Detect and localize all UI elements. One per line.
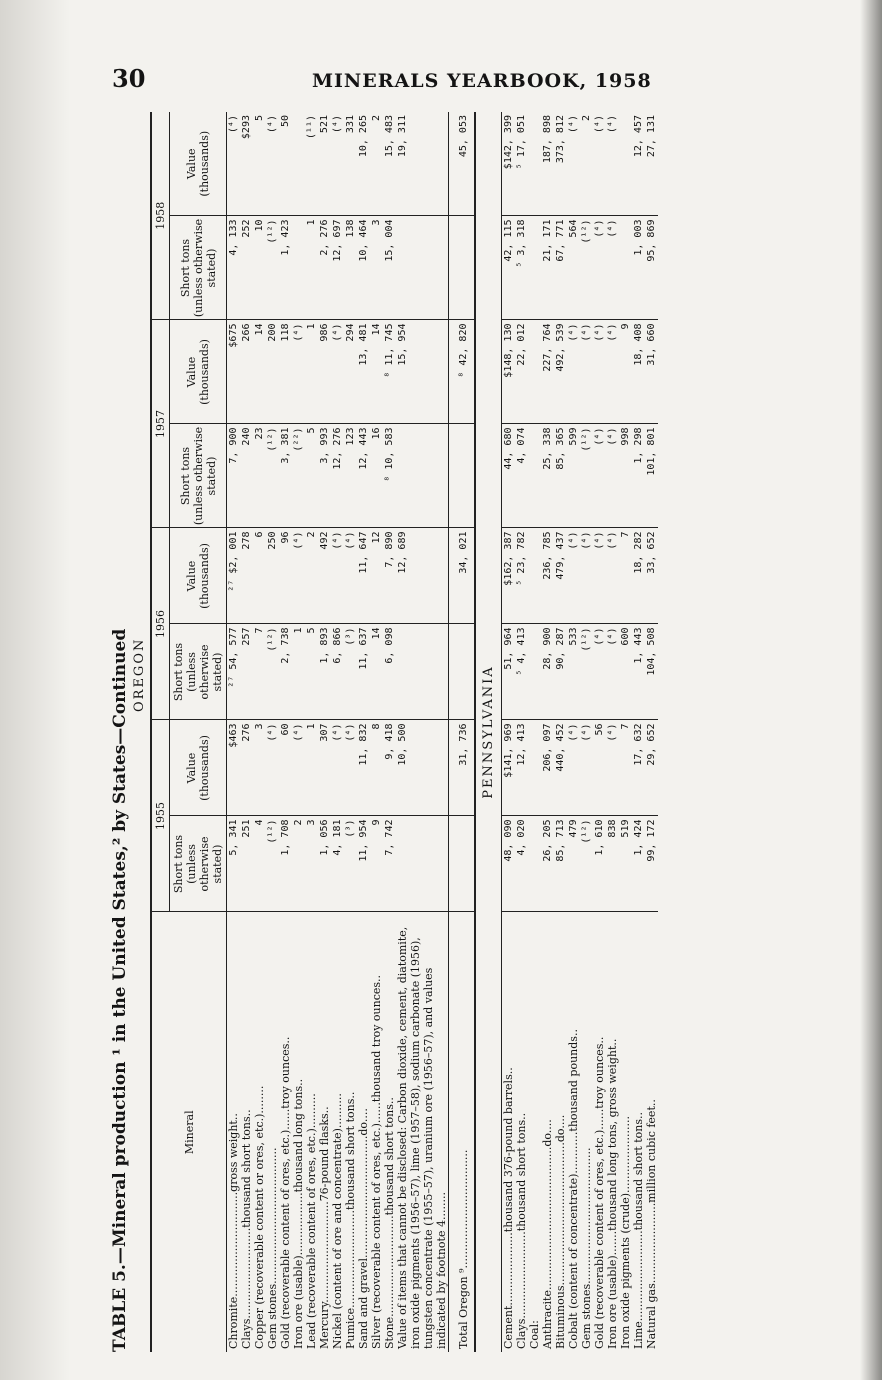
mineral-label: Total Oregon ⁹.................................. bbox=[449, 912, 476, 1352]
value-cell: 33, 652 bbox=[645, 528, 658, 624]
value-cell: 12, 689 bbox=[396, 528, 449, 624]
table-row bbox=[554, 112, 567, 1352]
quantity-cell: 1, 003 bbox=[632, 216, 645, 320]
value-cell: 118 bbox=[279, 320, 292, 424]
value-cell: (⁴) bbox=[344, 720, 357, 816]
value-cell: (⁴) bbox=[227, 112, 241, 216]
header-quantity: Short tons (unless otherwise stated) bbox=[170, 624, 227, 720]
value-cell: (⁴) bbox=[292, 320, 305, 424]
quantity-cell: ⁵ 3, 318 bbox=[515, 216, 528, 320]
value-cell: 187, 898 bbox=[541, 112, 554, 216]
rotated-table-block bbox=[108, 112, 768, 1352]
value-cell: (⁴) bbox=[580, 528, 593, 624]
quantity-cell: 4 bbox=[253, 816, 266, 912]
value-cell: 45, 053 bbox=[449, 112, 476, 216]
quantity-cell: 3 bbox=[305, 816, 318, 912]
quantity-cell: (¹²) bbox=[266, 816, 279, 912]
quantity-cell: 6, 098 bbox=[383, 624, 396, 720]
scan-edge-right bbox=[860, 0, 882, 1380]
quantity-cell: 48, 090 bbox=[502, 816, 516, 912]
quantity-cell bbox=[396, 816, 449, 912]
quantity-cell: (¹²) bbox=[266, 624, 279, 720]
quantity-cell: 12, 443 bbox=[357, 424, 370, 528]
quantity-cell: (¹²) bbox=[266, 216, 279, 320]
value-cell: ⁸ 11, 745 bbox=[383, 320, 396, 424]
quantity-cell: 3, 993 bbox=[318, 424, 331, 528]
value-cell: 521 bbox=[318, 112, 331, 216]
quantity-cell: 44, 680 bbox=[502, 424, 516, 528]
quantity-cell: 10, 464 bbox=[357, 216, 370, 320]
value-cell: 331 bbox=[344, 112, 357, 216]
table-row bbox=[593, 112, 606, 1352]
quantity-cell: (⁴) bbox=[593, 424, 606, 528]
table-row bbox=[331, 112, 344, 1352]
value-cell: 2 bbox=[580, 112, 593, 216]
state-heading-oregon: OREGON bbox=[132, 637, 147, 712]
quantity-cell bbox=[528, 216, 541, 320]
quantity-cell: 10 bbox=[253, 216, 266, 320]
table-row bbox=[528, 112, 541, 1352]
mineral-label: Bituminous.........................................do.... bbox=[554, 1114, 567, 1349]
table-row bbox=[645, 112, 658, 1352]
value-cell: $293 bbox=[240, 112, 253, 216]
quantity-cell: 599 bbox=[567, 424, 580, 528]
quantity-cell: 28, 900 bbox=[541, 624, 554, 720]
quantity-cell: 42, 115 bbox=[502, 216, 516, 320]
table-row bbox=[266, 112, 279, 1352]
quantity-cell: 2, 276 bbox=[318, 216, 331, 320]
mineral-production-table bbox=[150, 112, 658, 1352]
value-cell: 15, 483 bbox=[383, 112, 396, 216]
value-cell: (⁴) bbox=[567, 112, 580, 216]
value-cell: 7, 890 bbox=[383, 528, 396, 624]
value-cell: (⁴) bbox=[567, 528, 580, 624]
value-cell: 6 bbox=[253, 528, 266, 624]
quantity-cell: 7 bbox=[253, 624, 266, 720]
value-cell: (⁴) bbox=[606, 720, 619, 816]
quantity-cell: 1, 298 bbox=[632, 424, 645, 528]
quantity-cell: 2, 738 bbox=[279, 624, 292, 720]
quantity-cell: (¹²) bbox=[266, 424, 279, 528]
quantity-cell: 9 bbox=[370, 816, 383, 912]
quantity-cell: 252 bbox=[240, 216, 253, 320]
quantity-cell: 5 bbox=[305, 624, 318, 720]
quantity-cell: 104, 508 bbox=[645, 624, 658, 720]
table-row bbox=[279, 112, 292, 1352]
value-cell: 373, 812 bbox=[554, 112, 567, 216]
value-cell: ⁵ 23, 782 bbox=[515, 528, 528, 624]
quantity-cell: ⁵ 4, 413 bbox=[515, 624, 528, 720]
mineral-label: Silver (recoverable content of ores, etc.)......thousand troy ounces.. bbox=[370, 974, 383, 1349]
table-row bbox=[606, 112, 619, 1352]
value-cell: 986 bbox=[318, 320, 331, 424]
table-row bbox=[502, 112, 516, 1352]
quantity-cell: 533 bbox=[567, 624, 580, 720]
header-mineral: Mineral bbox=[151, 912, 227, 1352]
table-row bbox=[396, 112, 449, 1352]
value-cell: 96 bbox=[279, 528, 292, 624]
value-cell: 276 bbox=[240, 720, 253, 816]
table-row bbox=[515, 112, 528, 1352]
table-row bbox=[305, 112, 318, 1352]
value-cell: 11, 647 bbox=[357, 528, 370, 624]
value-cell: (⁴) bbox=[266, 112, 279, 216]
value-cell: 29, 652 bbox=[645, 720, 658, 816]
quantity-cell: 21, 171 bbox=[541, 216, 554, 320]
value-cell: (⁴) bbox=[606, 320, 619, 424]
value-cell: (⁴) bbox=[567, 720, 580, 816]
table-row bbox=[370, 112, 383, 1352]
mineral-label: Sand and gravel...................................do.... bbox=[357, 1108, 370, 1349]
quantity-cell: (⁴) bbox=[606, 216, 619, 320]
mineral-label: Gold (recoverable content of ores, etc.)......troy ounces.. bbox=[279, 1036, 292, 1349]
value-cell: (⁴) bbox=[344, 528, 357, 624]
table-body bbox=[227, 112, 659, 1352]
value-cell: $675 bbox=[227, 320, 241, 424]
value-cell: (⁴) bbox=[331, 528, 344, 624]
value-cell: 250 bbox=[266, 528, 279, 624]
value-cell: 8 bbox=[370, 720, 383, 816]
quantity-cell: 26, 205 bbox=[541, 816, 554, 912]
value-cell: 11, 832 bbox=[357, 720, 370, 816]
value-cell: $162, 387 bbox=[502, 528, 516, 624]
value-cell: (⁴) bbox=[606, 112, 619, 216]
header-value: Value (thousands) bbox=[170, 720, 227, 816]
scan-edge-left bbox=[0, 0, 70, 1380]
value-cell: 19, 311 bbox=[396, 112, 449, 216]
value-cell: (⁴) bbox=[606, 528, 619, 624]
value-cell: ⁸ 42, 820 bbox=[449, 320, 476, 424]
value-cell: 492, 539 bbox=[554, 320, 567, 424]
value-cell: 50 bbox=[279, 112, 292, 216]
table-row bbox=[292, 112, 305, 1352]
quantity-cell: 838 bbox=[606, 816, 619, 912]
quantity-cell: 23 bbox=[253, 424, 266, 528]
mineral-label: Gem stones....................................... bbox=[266, 1147, 279, 1349]
value-cell bbox=[619, 112, 632, 216]
table-row bbox=[541, 112, 554, 1352]
value-cell: 236, 785 bbox=[541, 528, 554, 624]
value-cell bbox=[528, 320, 541, 424]
value-cell: 2 bbox=[305, 528, 318, 624]
quantity-cell bbox=[396, 216, 449, 320]
value-cell: (⁴) bbox=[331, 720, 344, 816]
quantity-cell: 998 bbox=[619, 424, 632, 528]
quantity-cell: 1, 893 bbox=[318, 624, 331, 720]
mineral-label: Gold (recoverable content of ores, etc.)......troy ounces.. bbox=[593, 1036, 606, 1349]
value-cell: 17, 632 bbox=[632, 720, 645, 816]
table-row bbox=[632, 112, 645, 1352]
value-cell: 206, 097 bbox=[541, 720, 554, 816]
value-cell: 307 bbox=[318, 720, 331, 816]
quantity-cell: 5, 341 bbox=[227, 816, 241, 912]
mineral-label: Anthracite.........................................do.... bbox=[541, 1119, 554, 1349]
quantity-cell bbox=[528, 624, 541, 720]
table-row bbox=[344, 112, 357, 1352]
quantity-cell: 138 bbox=[344, 216, 357, 320]
value-cell: 15, 954 bbox=[396, 320, 449, 424]
mineral-label: Iron oxide pigments (crude)...................... bbox=[619, 1116, 632, 1349]
value-cell: 200 bbox=[266, 320, 279, 424]
quantity-cell: 1, 424 bbox=[632, 816, 645, 912]
value-cell: 27, 131 bbox=[645, 112, 658, 216]
value-cell: $148, 130 bbox=[502, 320, 516, 424]
quantity-cell: 564 bbox=[567, 216, 580, 320]
mineral-label: Mercury.............................76-pound flasks.. bbox=[318, 1106, 331, 1349]
quantity-cell: 101, 801 bbox=[645, 424, 658, 528]
quantity-cell: 1, 056 bbox=[318, 816, 331, 912]
mineral-label: Copper (recoverable content or ores, etc.)........ bbox=[253, 1085, 266, 1349]
mineral-label: Natural gas.......................million cubic feet.. bbox=[645, 1099, 658, 1349]
quantity-cell: 1, 443 bbox=[632, 624, 645, 720]
quantity-cell: 1, 610 bbox=[593, 816, 606, 912]
quantity-cell: ²⁷ 54, 577 bbox=[227, 624, 241, 720]
value-cell: 34, 021 bbox=[449, 528, 476, 624]
quantity-cell: 51, 964 bbox=[502, 624, 516, 720]
quantity-cell: 479 bbox=[567, 816, 580, 912]
quantity-cell bbox=[449, 424, 476, 528]
value-cell: 10, 500 bbox=[396, 720, 449, 816]
quantity-cell: 25, 338 bbox=[541, 424, 554, 528]
table-row bbox=[253, 112, 266, 1352]
table-row bbox=[357, 112, 370, 1352]
quantity-cell: 257 bbox=[240, 624, 253, 720]
quantity-cell: 11, 637 bbox=[357, 624, 370, 720]
quantity-cell: (¹²) bbox=[580, 816, 593, 912]
quantity-cell: 16 bbox=[370, 424, 383, 528]
value-cell: (⁴) bbox=[593, 320, 606, 424]
header-value: Value (thousands) bbox=[170, 528, 227, 624]
mineral-label: Clays..........................thousand short tons.. bbox=[240, 1109, 253, 1349]
value-cell: 5 bbox=[253, 112, 266, 216]
quantity-cell: 1, 423 bbox=[279, 216, 292, 320]
header-year: 1958 bbox=[151, 112, 170, 320]
quantity-cell: 7, 900 bbox=[227, 424, 241, 528]
value-cell: (⁴) bbox=[266, 720, 279, 816]
quantity-cell: (³) bbox=[344, 624, 357, 720]
quantity-cell: 99, 172 bbox=[645, 816, 658, 912]
mineral-label: Cobalt (content of concentrate)............thousand pounds.. bbox=[567, 1029, 580, 1349]
quantity-cell: 95, 869 bbox=[645, 216, 658, 320]
quantity-cell bbox=[528, 424, 541, 528]
quantity-cell: 251 bbox=[240, 816, 253, 912]
quantity-cell: 600 bbox=[619, 624, 632, 720]
state-heading-pennsylvania: PENNSYLVANIA bbox=[475, 112, 502, 1352]
mineral-label: Stone.............................thousand short tons.. bbox=[383, 1097, 396, 1349]
table-title: TABLE 5.—Mineral production ¹ in the United States,² by States—Continued bbox=[110, 628, 130, 1352]
quantity-cell: (³) bbox=[344, 816, 357, 912]
state-heading-row bbox=[475, 112, 502, 1352]
header-year: 1955 bbox=[151, 720, 170, 912]
value-cell: 3 bbox=[253, 720, 266, 816]
quantity-cell: 1 bbox=[305, 216, 318, 320]
value-cell: 227, 764 bbox=[541, 320, 554, 424]
mineral-label: Iron ore (usable).......thousand long tons, gross weight.. bbox=[606, 1038, 619, 1349]
quantity-cell: 14 bbox=[370, 624, 383, 720]
quantity-cell: (¹²) bbox=[580, 424, 593, 528]
mineral-label: Iron ore (usable)..................thousand long tons.. bbox=[292, 1078, 305, 1349]
value-cell: 60 bbox=[279, 720, 292, 816]
quantity-cell: 123 bbox=[344, 424, 357, 528]
mineral-label: Clays.........................thousand short tons.. bbox=[515, 1112, 528, 1349]
table-row bbox=[449, 112, 476, 1352]
quantity-cell: 90, 287 bbox=[554, 624, 567, 720]
mineral-label: Value of items that cannot be disclosed: Carbon dioxide, cement, diatomite, iron oxide pigments (1956–57), lime (1957–58), sodium carbonate (1956), tungsten concentrate (1955–57), uranium ore (1956–57), and values indicated by footnote 4........ bbox=[396, 926, 448, 1349]
quantity-cell bbox=[449, 816, 476, 912]
mineral-label: Lime..........................thousand short tons.. bbox=[632, 1111, 645, 1349]
quantity-cell: 5 bbox=[305, 424, 318, 528]
table-row bbox=[619, 112, 632, 1352]
mineral-label: Lead (recoverable content of ores, etc.).......... bbox=[305, 1093, 318, 1349]
value-cell: 56 bbox=[593, 720, 606, 816]
value-cell bbox=[292, 112, 305, 216]
quantity-cell: (⁴) bbox=[606, 424, 619, 528]
value-cell: 7 bbox=[619, 528, 632, 624]
quantity-cell: 240 bbox=[240, 424, 253, 528]
quantity-cell: (⁴) bbox=[593, 216, 606, 320]
value-cell: $463 bbox=[227, 720, 241, 816]
quantity-cell: 12, 697 bbox=[331, 216, 344, 320]
value-cell: $142, 399 bbox=[502, 112, 516, 216]
value-cell: ⁵ 17, 051 bbox=[515, 112, 528, 216]
value-cell: 266 bbox=[240, 320, 253, 424]
value-cell: 31, 736 bbox=[449, 720, 476, 816]
value-cell: 12, 457 bbox=[632, 112, 645, 216]
header-year: 1956 bbox=[151, 528, 170, 720]
quantity-cell: 4, 020 bbox=[515, 816, 528, 912]
quantity-cell: 519 bbox=[619, 816, 632, 912]
table-row bbox=[383, 112, 396, 1352]
quantity-cell: 4, 181 bbox=[331, 816, 344, 912]
value-cell: 9 bbox=[619, 320, 632, 424]
value-cell: 479, 437 bbox=[554, 528, 567, 624]
mineral-label: Chromite..............................gross weight.. bbox=[227, 912, 241, 1352]
value-cell: (⁴) bbox=[331, 320, 344, 424]
header-quantity: Short tons (unless otherwise stated) bbox=[170, 816, 227, 912]
value-cell: 12 bbox=[370, 528, 383, 624]
header-year: 1957 bbox=[151, 320, 170, 528]
quantity-cell bbox=[619, 216, 632, 320]
quantity-cell bbox=[528, 816, 541, 912]
header-value: Value (thousands) bbox=[170, 320, 227, 424]
header-quantity: Short tons (unless otherwise stated) bbox=[170, 424, 227, 528]
quantity-cell: 4, 133 bbox=[227, 216, 241, 320]
quantity-cell: 1, 708 bbox=[279, 816, 292, 912]
quantity-cell bbox=[292, 216, 305, 320]
value-cell: 294 bbox=[344, 320, 357, 424]
quantity-cell: (¹²) bbox=[580, 624, 593, 720]
page-number: 30 bbox=[112, 64, 146, 93]
quantity-cell: (⁴) bbox=[606, 624, 619, 720]
header-quantity: Short tons (unless otherwise stated) bbox=[170, 216, 227, 320]
running-head: MINERALS YEARBOOK, 1958 bbox=[312, 70, 652, 92]
value-cell: 9, 418 bbox=[383, 720, 396, 816]
quantity-cell: 3 bbox=[370, 216, 383, 320]
value-cell: 1 bbox=[305, 320, 318, 424]
mineral-label: Nickel (content of ore and concentrate).......... bbox=[331, 1093, 344, 1349]
quantity-cell: 12, 276 bbox=[331, 424, 344, 528]
header-value: Value (thousands) bbox=[170, 112, 227, 216]
table-row bbox=[580, 112, 593, 1352]
value-cell bbox=[528, 528, 541, 624]
quantity-cell: (⁴) bbox=[593, 624, 606, 720]
value-cell: 14 bbox=[370, 320, 383, 424]
quantity-cell: 7, 742 bbox=[383, 816, 396, 912]
value-cell: 12, 413 bbox=[515, 720, 528, 816]
quantity-cell: ⁸ 10, 583 bbox=[383, 424, 396, 528]
mineral-label: Cement.....................thousand 376-pound barrels.. bbox=[502, 912, 516, 1352]
value-cell: 278 bbox=[240, 528, 253, 624]
quantity-cell: (¹²) bbox=[580, 216, 593, 320]
quantity-cell: 67, 771 bbox=[554, 216, 567, 320]
quantity-cell: 4, 074 bbox=[515, 424, 528, 528]
value-cell: 1 bbox=[305, 720, 318, 816]
value-cell: 18, 282 bbox=[632, 528, 645, 624]
quantity-cell: 15, 004 bbox=[383, 216, 396, 320]
quantity-cell bbox=[449, 624, 476, 720]
table-row bbox=[567, 112, 580, 1352]
value-cell: 22, 012 bbox=[515, 320, 528, 424]
value-cell: (⁴) bbox=[331, 112, 344, 216]
value-cell: 7 bbox=[619, 720, 632, 816]
value-cell: (⁴) bbox=[292, 528, 305, 624]
quantity-cell bbox=[396, 424, 449, 528]
value-cell: (⁴) bbox=[567, 320, 580, 424]
value-cell bbox=[528, 720, 541, 816]
quantity-cell: 6, 866 bbox=[331, 624, 344, 720]
quantity-cell: 85, 365 bbox=[554, 424, 567, 528]
quantity-cell: 3, 381 bbox=[279, 424, 292, 528]
mineral-label: Pumice............................thousand short tons.. bbox=[344, 1091, 357, 1349]
quantity-cell bbox=[396, 624, 449, 720]
value-cell: ²⁷ $2, 001 bbox=[227, 528, 241, 624]
value-cell: (⁴) bbox=[580, 720, 593, 816]
value-cell: 2 bbox=[370, 112, 383, 216]
value-cell: 13, 481 bbox=[357, 320, 370, 424]
quantity-cell: (²²) bbox=[292, 424, 305, 528]
value-cell bbox=[528, 112, 541, 216]
table-row bbox=[318, 112, 331, 1352]
value-cell: 18, 408 bbox=[632, 320, 645, 424]
value-cell: (⁴) bbox=[593, 112, 606, 216]
quantity-cell: 1 bbox=[292, 624, 305, 720]
value-cell: 10, 265 bbox=[357, 112, 370, 216]
value-cell: 14 bbox=[253, 320, 266, 424]
table-row bbox=[240, 112, 253, 1352]
value-cell: (⁴) bbox=[580, 320, 593, 424]
value-cell: (¹¹) bbox=[305, 112, 318, 216]
quantity-cell: 2 bbox=[292, 816, 305, 912]
quantity-cell bbox=[449, 216, 476, 320]
value-cell: (⁴) bbox=[292, 720, 305, 816]
quantity-cell: 85, 713 bbox=[554, 816, 567, 912]
value-cell: $141, 969 bbox=[502, 720, 516, 816]
mineral-label: Gem stones....................................... bbox=[580, 1147, 593, 1349]
value-cell: 31, 660 bbox=[645, 320, 658, 424]
value-cell: 440, 452 bbox=[554, 720, 567, 816]
mineral-label: Coal: bbox=[528, 1320, 541, 1349]
value-cell: 492 bbox=[318, 528, 331, 624]
table-row bbox=[227, 112, 241, 1352]
value-cell: (⁴) bbox=[593, 528, 606, 624]
quantity-cell: 11, 954 bbox=[357, 816, 370, 912]
